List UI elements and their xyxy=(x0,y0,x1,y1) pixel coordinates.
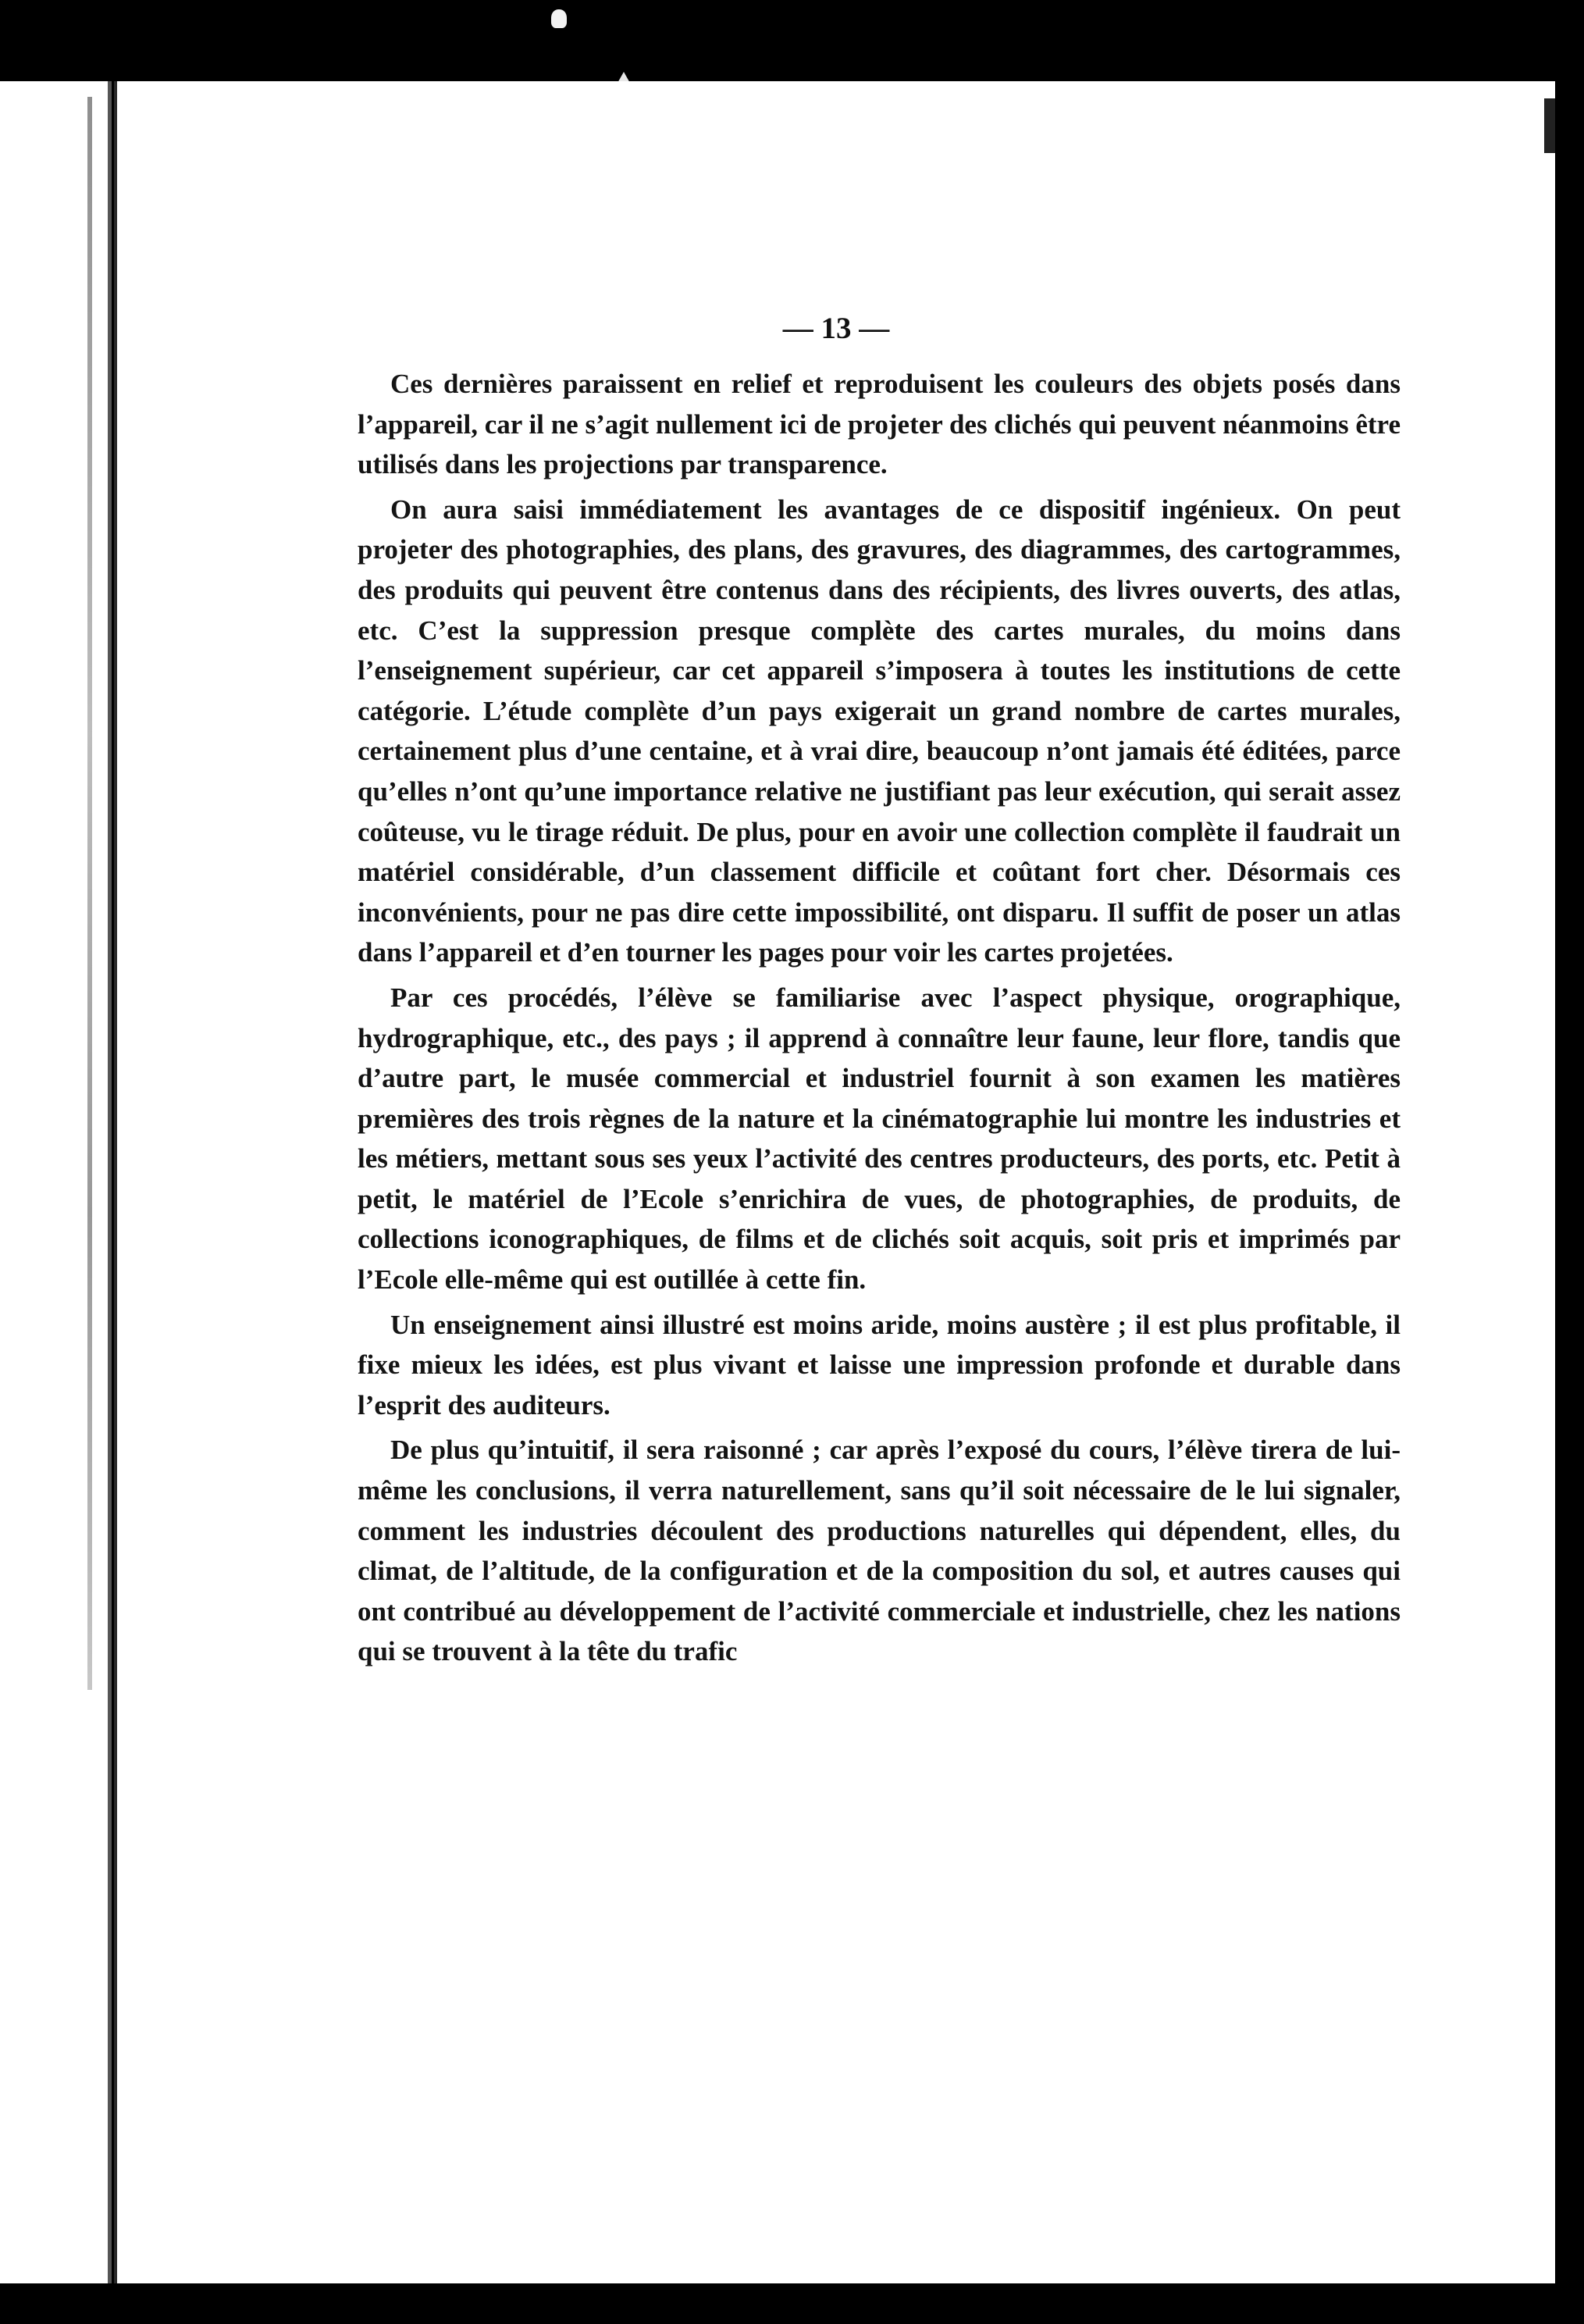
page-number: — 13 — xyxy=(782,312,890,345)
page-corner-shadow xyxy=(1544,98,1555,153)
body-text xyxy=(358,364,1401,1677)
paragraph: Un enseignement ainsi illustré est moins aride, moins austère ; il est plus profitable, il fixe mieux les idées, est plus vivant et laisse une impression profonde et durable dans l’esprit des auditeurs. xyxy=(358,1309,1401,1420)
paragraph: On aura saisi immédiatement les avantages de ce dispositif ingénieux. On peut projeter des photographies, des plans, des gravures, des diagrammes, des cartogrammes, des produits qui peuvent être contenus dans des récipients, des livres ouverts, des atlas, etc. C’est la suppression presque complète des cartes murales, du moins dans l’enseignement supérieur, car cet appareil s’imposera à toutes les institutions de cette catégorie. L’étude complète d’un pays exigerait un grand nombre de cartes murales, certainement plus d’une centaine, et à vrai dire, beaucoup n’ont jamais été éditées, parce qu’elles n’ont qu’une importance relative ne justifiant pas leur exécution, qui serait assez coûteuse, vu le tirage réduit. De plus, pour en avoir une collection complète il faudrait un matériel considérable, d’un classement difficile et coûtant fort cher. Désormais ces inconvénients, pour ne pas dire cette impossibilité, ont disparu. Il suffit de poser un atlas dans l’appareil et d’en tourner les pages pour voir les cartes projetées. xyxy=(358,494,1401,968)
facing-page-edge xyxy=(0,81,112,2283)
paragraph: Par ces procédés, l’élève se familiarise avec l’aspect physique, orographique, hydrographique, etc., des pays ; il apprend à connaître leur faune, leur flore, tandis que d’autre part, le musée commercial et industriel fournit à son examen les matières premières des trois règnes de la nature et la cinématographie lui montre les industries et les métiers, mettant sous ses yeux l’activité des centres producteurs, des ports, etc. Petit à petit, le matériel de l’Ecole s’enrichira de vues, de photographies, de produits, de collections iconographiques, de films et de clichés soit acquis, soit pris et imprimés par l’Ecole elle-même qui est outillée à cette fin. xyxy=(358,982,1401,1296)
paragraph: Ces dernières paraissent en relief et reproduisent les couleurs des objets posés dans l’appareil, car il ne s’agit nullement ici de projeter des clichés qui peuvent néanmoins être utilisés dans les projections par transparence. xyxy=(358,369,1401,480)
binding-shadow xyxy=(87,97,92,1690)
paragraph: De plus qu’intuitif, il sera raisonné ; car après l’exposé du cours, l’élève tirera de lui-même les conclusions, il verra naturellement, sans qu’il soit nécessaire de le lui signaler, comment les industries découlent des productions naturelles qui dépendent, elles, du climat, de l’altitude, de la configuration et de la composition du sol, et autres causes qui ont contribué au développement de l’activité commerciale et industrielle, chez les nations qui se trouvent à la tête du trafic xyxy=(358,1435,1401,1667)
book-page xyxy=(114,81,1555,2283)
scan-speck xyxy=(551,9,567,28)
